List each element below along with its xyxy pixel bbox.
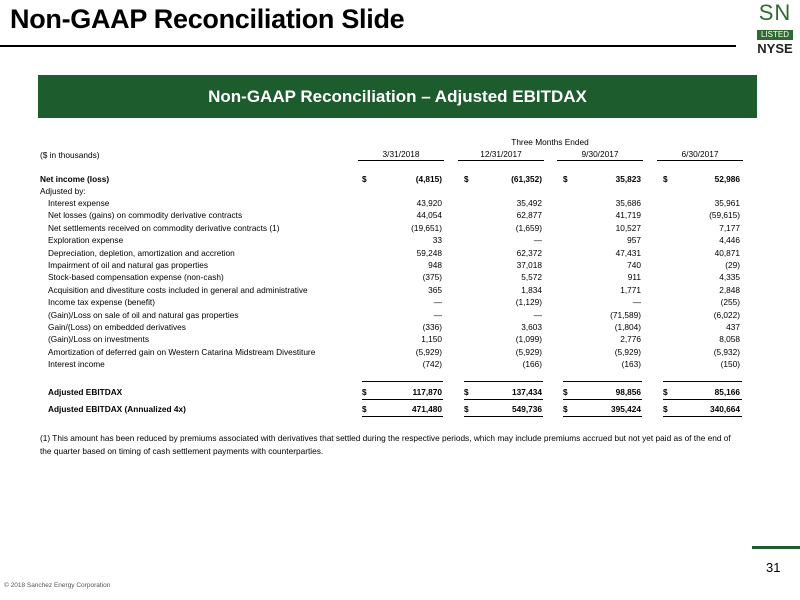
cell-value: 4,446 <box>719 235 740 246</box>
cell-value: 3,603 <box>521 322 542 332</box>
cell-value: (5,929) <box>614 346 641 357</box>
currency-symbol: $ <box>663 174 668 184</box>
cell-value: (375) <box>422 272 442 283</box>
page-number: 31 <box>766 560 781 575</box>
row-label: Gain/(Loss) on embedded derivatives <box>48 322 186 332</box>
cell-value: (6,022) <box>713 309 740 320</box>
cell-value: 957 <box>627 235 641 246</box>
cell-value: 117,870 <box>412 387 442 397</box>
column-header: 12/31/2017 <box>458 149 544 161</box>
total-underline <box>563 399 642 400</box>
cell-value: (163) <box>621 359 641 370</box>
cell-value: — <box>533 235 542 246</box>
cell-value: (59,615) <box>709 210 740 221</box>
cell-value: 37,018 <box>516 260 542 270</box>
table-row <box>40 234 760 246</box>
cell-value: (150) <box>720 359 740 370</box>
currency-symbol: $ <box>663 404 668 414</box>
table-row <box>40 247 760 259</box>
cell-value: 59,248 <box>416 247 442 258</box>
slide-title: Non-GAAP Reconciliation Slide <box>10 4 405 34</box>
row-label: Adjusted EBITDAX (Annualized 4x) <box>48 404 186 414</box>
cell-value: 62,372 <box>516 247 542 258</box>
adjusted-by-label: Adjusted by: <box>40 186 86 196</box>
row-label: Net losses (gains) on commodity derivative contracts <box>48 210 243 221</box>
cell-value: 1,771 <box>620 284 641 295</box>
table-row <box>40 197 760 209</box>
currency-symbol: $ <box>362 174 367 184</box>
total-underline <box>563 416 642 417</box>
row-label: Net settlements received on commodity derivative contracts (1) <box>48 222 280 233</box>
column-header: 3/31/2018 <box>358 149 444 161</box>
total-underline <box>663 399 742 400</box>
total-underline <box>464 416 543 417</box>
currency-symbol: $ <box>464 174 469 184</box>
row-label: (Gain)/Loss on sale of oil and natural gas properties <box>48 309 239 320</box>
cell-value: 35,961 <box>714 198 740 208</box>
cell-value: 549,736 <box>512 404 542 414</box>
table-header-row <box>40 149 760 161</box>
cell-value: 2,776 <box>620 334 641 345</box>
cell-value: (1,804) <box>614 322 641 332</box>
currency-symbol: $ <box>563 387 568 397</box>
cell-value: (5,932) <box>713 346 740 357</box>
currency-symbol: $ <box>563 174 568 184</box>
cell-value: 948 <box>428 260 442 270</box>
cell-value: 437 <box>726 322 740 332</box>
cell-value: 471,480 <box>412 404 442 414</box>
currency-symbol: $ <box>464 404 469 414</box>
cell-value: 740 <box>627 260 641 270</box>
net-income-row <box>40 173 760 185</box>
cell-value: 1,834 <box>521 284 542 295</box>
cell-value: (1,129) <box>515 297 542 308</box>
cell-value: 340,664 <box>710 404 740 414</box>
company-logo <box>752 2 798 56</box>
copyright: © 2018 Sanchez Energy Corporation <box>4 582 111 589</box>
cell-value: 911 <box>627 272 641 283</box>
cell-value: (336) <box>422 322 442 332</box>
cell-value: 33 <box>432 235 442 246</box>
table-row <box>40 209 760 221</box>
section-banner: Non-GAAP Reconciliation – Adjusted EBITDAX <box>38 75 757 118</box>
currency-symbol: $ <box>563 404 568 414</box>
cell-value: (61,352) <box>511 174 542 184</box>
table-row <box>40 296 760 308</box>
currency-symbol: $ <box>362 387 367 397</box>
cell-value: 41,719 <box>615 210 641 221</box>
total-rule <box>663 381 742 382</box>
table-row <box>40 358 760 370</box>
logo-ticker: SN <box>758 0 792 25</box>
cell-value: (29) <box>725 260 740 270</box>
total-underline <box>362 399 443 400</box>
logo-listed-tag: LISTED <box>757 30 793 40</box>
footer-accent-bar <box>752 546 800 549</box>
cell-value: 4,335 <box>719 272 740 283</box>
cell-value: 35,686 <box>615 198 641 208</box>
cell-value: (5,929) <box>415 346 442 357</box>
unit-label: ($ in thousands) <box>40 150 100 160</box>
cell-value: 5,572 <box>521 272 542 283</box>
currency-symbol: $ <box>464 387 469 397</box>
adjusted-ebitdax-row <box>40 386 760 398</box>
cell-value: — <box>433 309 442 320</box>
row-label: Net income (loss) <box>40 174 110 184</box>
cell-value: (742) <box>422 359 442 370</box>
total-rule <box>362 381 443 382</box>
table-row <box>40 321 760 333</box>
cell-value: — <box>632 297 641 308</box>
cell-value: 395,424 <box>611 404 641 414</box>
cell-value: 40,871 <box>714 247 740 258</box>
table-row <box>40 271 760 283</box>
cell-value: 44,054 <box>416 210 442 221</box>
table-row <box>40 309 760 321</box>
currency-symbol: $ <box>663 387 668 397</box>
footnote: (1) This amount has been reduced by premiums associated with derivatives that settled during the respective periods, which may include premiums accrued but not yet paid as of the end of the quarter based on timing of cash settlement payments with counterparties. <box>40 433 731 456</box>
cell-value: (255) <box>720 297 740 308</box>
cell-value: 137,434 <box>512 387 542 397</box>
cell-value: 2,848 <box>719 284 740 295</box>
cell-value: 365 <box>428 284 442 295</box>
row-label: Interest expense <box>48 198 110 208</box>
cell-value: 8,058 <box>719 334 740 345</box>
table-row <box>40 222 760 234</box>
cell-value: — <box>533 309 542 320</box>
table-group-header-row <box>40 136 760 148</box>
cell-value: (1,659) <box>515 222 542 233</box>
row-label: Acquisition and divestiture costs included in general and administrative <box>48 284 308 295</box>
row-label: Stock-based compensation expense (non-cash) <box>48 272 224 283</box>
table-row <box>40 333 760 345</box>
total-rule <box>563 381 642 382</box>
cell-value: (166) <box>522 359 542 370</box>
cell-value: 85,166 <box>714 387 740 397</box>
row-label: Income tax expense (benefit) <box>48 297 155 308</box>
total-underline <box>663 416 742 417</box>
cell-value: (5,929) <box>515 346 542 357</box>
cell-value: 1,150 <box>421 334 442 345</box>
cell-value: (71,589) <box>610 309 641 320</box>
row-label: Amortization of deferred gain on Western Catarina Midstream Divestiture <box>48 346 316 357</box>
cell-value: 43,920 <box>416 198 442 208</box>
cell-value: 7,177 <box>719 222 740 233</box>
total-underline <box>464 399 543 400</box>
row-label: Exploration expense <box>48 235 124 246</box>
table-row <box>40 284 760 296</box>
cell-value: (19,651) <box>411 222 442 233</box>
cell-value: — <box>433 297 442 308</box>
total-rule <box>464 381 543 382</box>
title-divider <box>0 45 736 47</box>
cell-value: 35,492 <box>516 198 542 208</box>
cell-value: 47,431 <box>615 247 641 258</box>
row-label: Adjusted EBITDAX <box>48 387 123 397</box>
cell-value: (4,815) <box>415 174 442 184</box>
cell-value: 35,823 <box>615 174 641 184</box>
row-label: Impairment of oil and natural gas properties <box>48 260 209 270</box>
row-label: Interest income <box>48 359 105 370</box>
row-label: Depreciation, depletion, amortization and accretion <box>48 247 235 258</box>
cell-value: 98,856 <box>615 387 641 397</box>
table-row <box>40 346 760 358</box>
column-header: 9/30/2017 <box>557 149 643 161</box>
adjusted-by-row <box>40 185 760 197</box>
currency-symbol: $ <box>362 404 367 414</box>
logo-exchange: NYSE <box>757 41 793 56</box>
adjusted-ebitdax-annualized-row <box>40 403 760 415</box>
group-header: Three Months Ended <box>511 137 589 147</box>
cell-value: (1,099) <box>515 334 542 345</box>
column-header: 6/30/2017 <box>657 149 743 161</box>
total-underline <box>362 416 443 417</box>
cell-value: 10,527 <box>615 222 641 233</box>
cell-value: 62,877 <box>516 210 542 221</box>
table-row <box>40 259 760 271</box>
cell-value: 52,986 <box>714 174 740 184</box>
row-label: (Gain)/Loss on investments <box>48 334 149 345</box>
